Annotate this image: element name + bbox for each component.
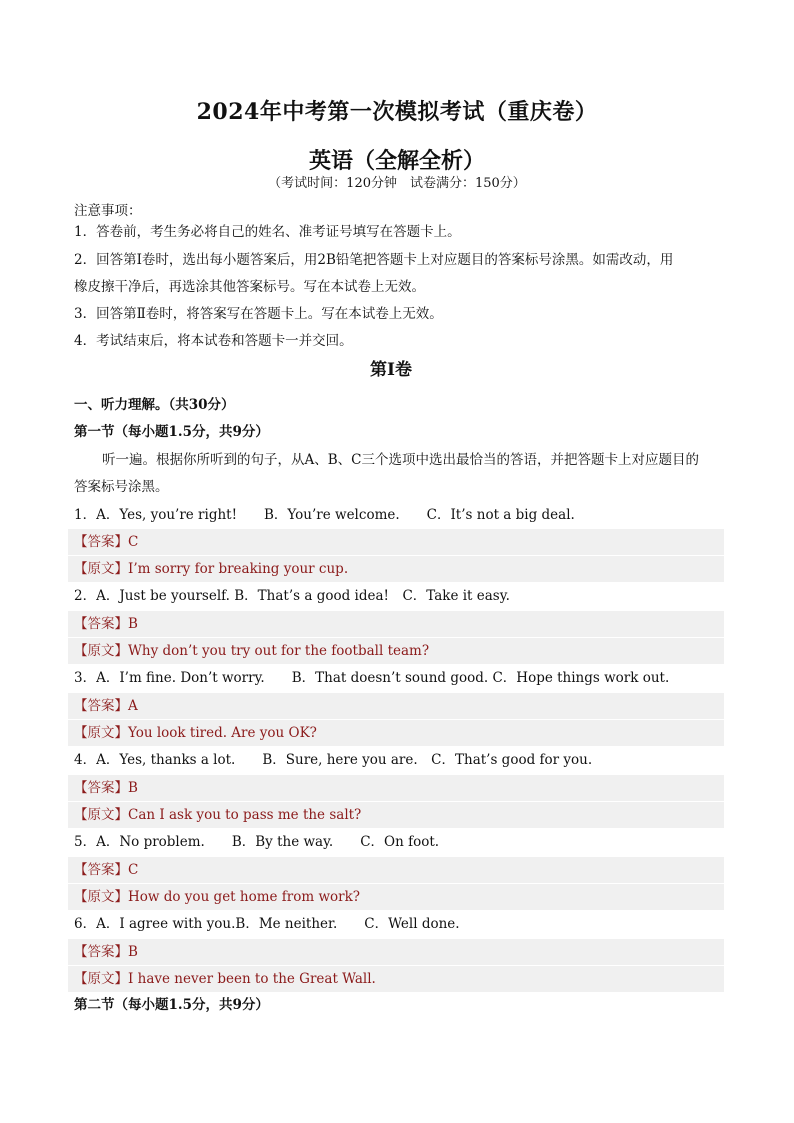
instruction-line-2: 答案标号涂黑。	[74, 479, 169, 495]
script-label: 【原文】	[74, 643, 128, 659]
answer-label: 【答案】	[74, 534, 128, 550]
script-label: 【原文】	[74, 561, 128, 577]
answer-value: C	[128, 862, 139, 878]
script-row-1	[74, 559, 724, 579]
question-2: 2．A．Just be yourself. B．That’s a good idea! C．Take it easy.	[74, 588, 510, 604]
question-3: 3．A．I’m fine. Don’t worry. B．That doesn’t sound good. C．Hope things work out.	[74, 670, 670, 686]
answer-label: 【答案】	[74, 862, 128, 878]
script-row-5	[74, 887, 724, 907]
answer-label: 【答案】	[74, 616, 128, 632]
answer-row-3	[74, 696, 724, 716]
note-item-1: 1．答卷前，考生务必将自己的姓名、准考证号填写在答题卡上。	[74, 224, 461, 240]
volume-title: 第Ⅰ卷	[370, 360, 412, 380]
answer-value: B	[128, 616, 138, 632]
question-5: 5．A．No problem. B．By the way. C．On foot.	[74, 834, 440, 850]
script-label: 【原文】	[74, 725, 128, 741]
note-item-2-cont: 橡皮擦干净后，再选涂其他答案标号。写在本试卷上无效。	[74, 279, 425, 295]
exam-title: 2024年中考第一次模拟考试（重庆卷）	[196, 99, 598, 125]
note-item-2: 2．回答第Ⅰ卷时，选出每小题答案后，用2B铅笔把答题卡上对应题目的答案标号涂黑。如需改动，用	[74, 252, 674, 268]
answer-row-6	[74, 942, 724, 962]
answer-value: B	[128, 944, 138, 960]
answer-row-1	[74, 532, 724, 552]
question-1: 1．A．Yes, you’re right! B．You’re welcome. C．It’s not a big deal.	[74, 507, 575, 523]
script-text: How do you get home from work?	[128, 889, 361, 905]
question-6: 6．A．I agree with you.B．Me neither. C．Well done.	[74, 916, 460, 932]
answer-label: 【答案】	[74, 698, 128, 714]
script-label: 【原文】	[74, 889, 128, 905]
answer-value: A	[128, 698, 138, 714]
script-text: Why don’t you try out for the football team?	[128, 643, 430, 659]
script-label: 【原文】	[74, 807, 128, 823]
instruction-line-1: 听一遍。根据你所听到的句子，从A、B、C三个选项中选出最恰当的答语，并把答题卡上对应题目的	[102, 452, 699, 468]
answer-value: C	[128, 534, 139, 550]
exam-info: （考试时间：120分钟 试卷满分：150分）	[268, 176, 526, 191]
note-item-4: 4．考试结束后，将本试卷和答题卡一并交回。	[74, 333, 353, 349]
answer-label: 【答案】	[74, 780, 128, 796]
script-row-3	[74, 723, 724, 743]
note-item-3: 3．回答第Ⅱ卷时，将答案写在答题卡上。写在本试卷上无效。	[74, 306, 443, 322]
exam-subtitle: 英语（全解全析）	[308, 148, 485, 174]
section-title: 一、听力理解。（共30分）	[74, 397, 235, 413]
script-text: I’m sorry for breaking your cup.	[128, 561, 349, 577]
part2-title: 第二节（每小题1.5分，共9分）	[74, 997, 269, 1013]
script-row-2	[74, 641, 724, 661]
answer-label: 【答案】	[74, 944, 128, 960]
question-4: 4．A．Yes, thanks a lot. B．Sure, here you are. C．That’s good for you.	[74, 752, 593, 768]
answer-row-4	[74, 778, 724, 798]
script-text: I have never been to the Great Wall.	[128, 971, 376, 987]
script-label: 【原文】	[74, 971, 128, 987]
script-row-4	[74, 805, 724, 825]
script-text: You look tired. Are you OK?	[128, 725, 317, 741]
answer-row-2	[74, 614, 724, 634]
answer-value: B	[128, 780, 138, 796]
script-row-6	[74, 969, 724, 989]
script-text: Can I ask you to pass me the salt?	[128, 807, 362, 823]
answer-row-5	[74, 860, 724, 880]
part1-title: 第一节（每小题1.5分，共9分）	[74, 424, 269, 440]
notes-heading: 注意事项：	[74, 203, 142, 219]
